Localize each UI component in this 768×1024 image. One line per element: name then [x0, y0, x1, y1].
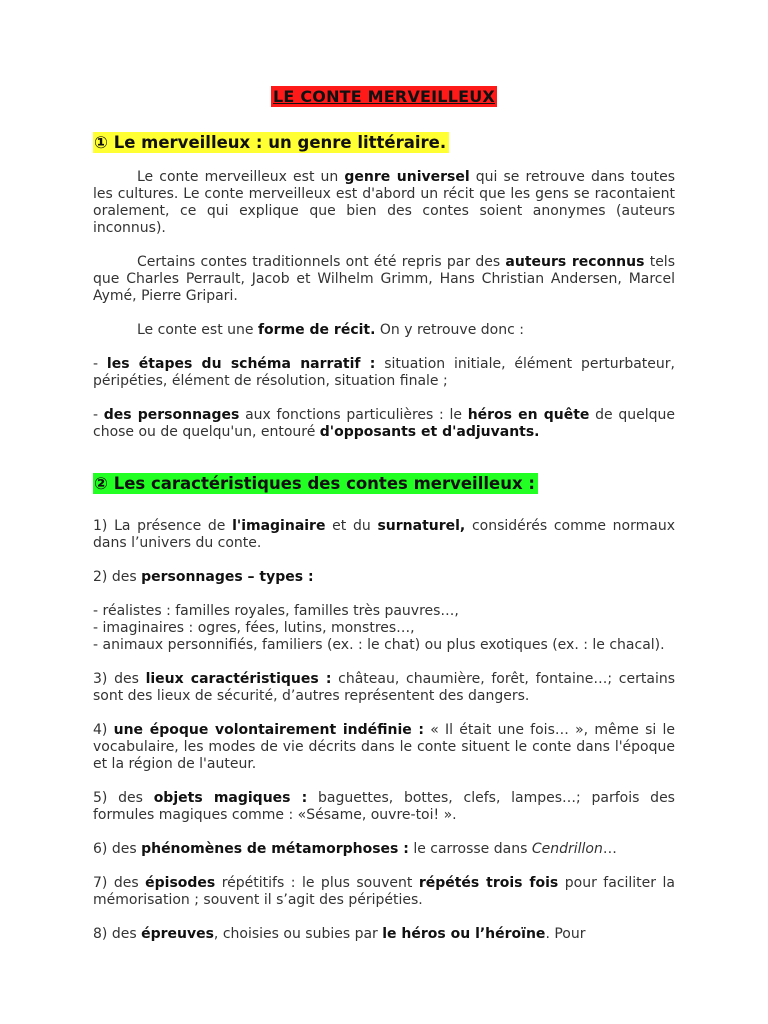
section2-item-5: 5) des objets magiques : baguettes, bottes, clefs, lampes…; parfois des formules magiques comme : «Sésame, ouvre-toi! ».	[93, 790, 675, 823]
list-item: - imaginaires : ogres, fées, lutins, monstres…,	[93, 620, 415, 636]
section1-paragraph-2: Certains contes traditionnels ont été repris par des auteurs reconnus tels que Charles Perrault, Jacob et Wilhelm Grimm, Hans Christian Andersen, Marcel Aymé, Pierre Gripari.	[93, 254, 675, 304]
section2-heading	[93, 474, 675, 494]
section1-paragraph-5: - des personnages aux fonctions particulières : le héros en quête de quelque chose ou de quelqu'un, entouré d'opposants et d'adjuvants.	[93, 407, 675, 440]
title-block	[93, 88, 675, 107]
section1-paragraph-1: Le conte merveilleux est un genre universel qui se retrouve dans toutes les cultures. Le conte merveilleux est d'abord un récit que les gens se racontaient oralement, ce qui explique que bien des contes soient anonymes (auteurs inconnus).	[93, 169, 675, 236]
section2-item-4: 4) une époque volontairement indéfinie : « Il était une fois… », même si le vocabulaire, les modes de vie décrits dans le conte situent le conte dans l'époque et la région de l'auteur.	[93, 722, 675, 772]
section2-item-7: 7) des épisodes répétitifs : le plus souvent répétés trois fois pour faciliter la mémorisation ; souvent il s’agit des péripéties.	[93, 875, 675, 908]
section2-item-2: 2) des personnages – types :	[93, 569, 314, 585]
section1-paragraph-4: - les étapes du schéma narratif : situation initiale, élément perturbateur, péripéties, élément de résolution, situation finale ;	[93, 356, 675, 389]
section2-item-1: 1) La présence de l'imaginaire et du surnaturel, considérés comme normaux dans l’univers du conte.	[93, 518, 676, 551]
list-item: - animaux personnifiés, familiers (ex. : le chat) ou plus exotiques (ex. : le chacal).	[93, 637, 665, 653]
section1-heading-text: ① Le merveilleux : un genre littéraire.	[93, 132, 449, 153]
section2-item-6: 6) des phénomènes de métamorphoses : le carrosse dans Cendrillon…	[93, 841, 617, 857]
section2-item-3: 3) des lieux caractéristiques : château, chaumière, forêt, fontaine…; certains sont des lieux de sécurité, d’autres représentent des dangers.	[93, 671, 675, 704]
section2-item-8: 8) des épreuves, choisies ou subies par le héros ou l’héroïne. Pour	[93, 926, 586, 942]
page-title: LE CONTE MERVEILLEUX	[273, 87, 495, 106]
list-item: - réalistes : familles royales, familles très pauvres…,	[93, 603, 459, 619]
section2-heading-text: ② Les caractéristiques des contes merveilleux :	[93, 473, 538, 494]
section1-paragraph-3: Le conte est une forme de récit. On y retrouve donc :	[137, 322, 524, 338]
section1-heading	[93, 133, 675, 153]
